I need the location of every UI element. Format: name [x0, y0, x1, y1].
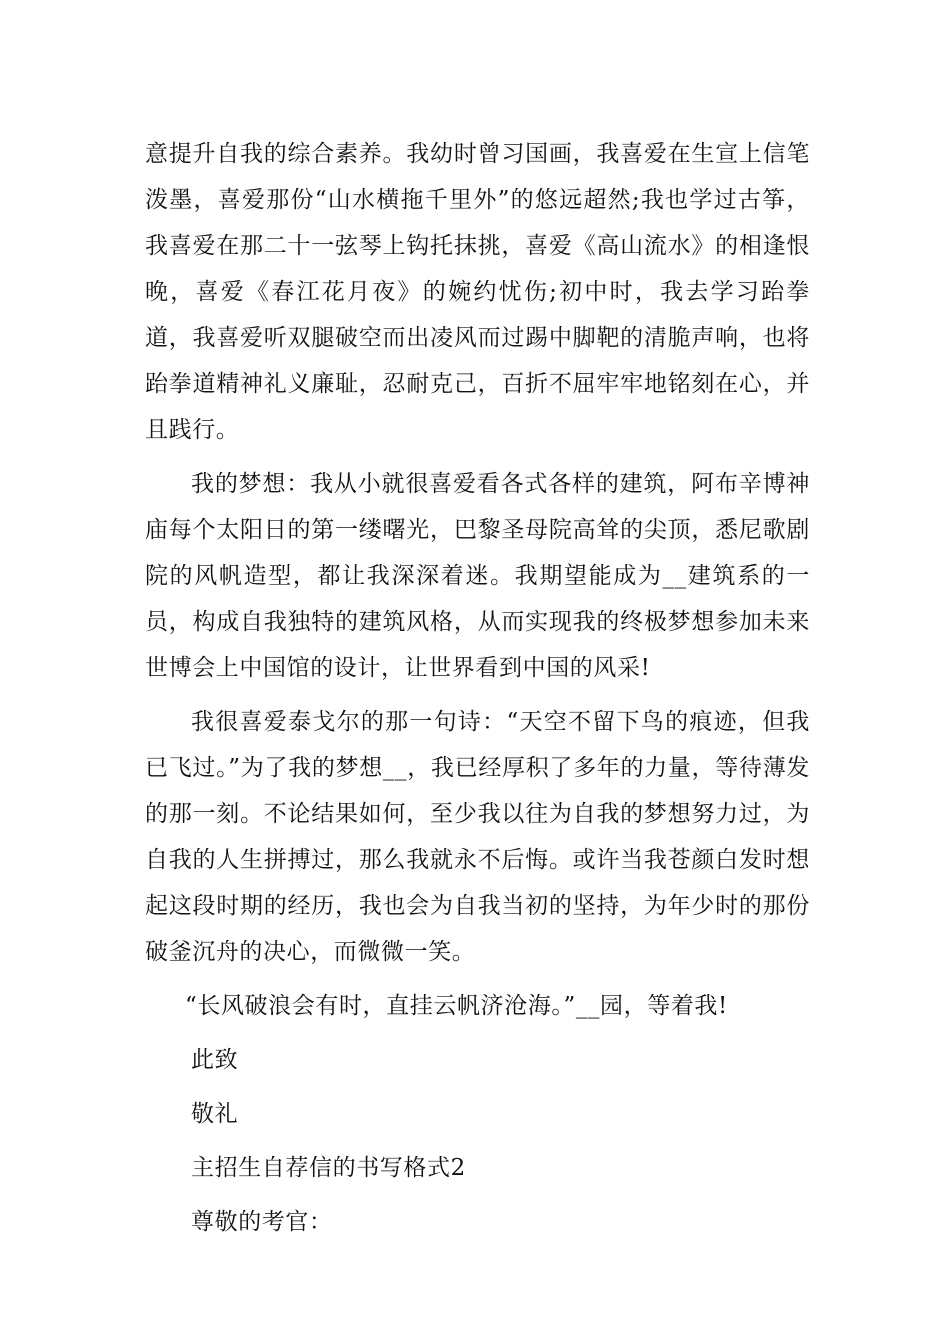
- letter-salutation: 尊敬的考官：: [191, 1209, 333, 1235]
- paragraph-tagore-quote: 我很喜爱泰戈尔的那一句诗：“天空不留下鸟的痕迹，但我已飞过。”为了我的梦想__，我已经厚积了多年的力量，等待薄发的那一刻。不论结果如何，至少我以往为自我的梦想努力过，为自我的人生拼搏过，那么我就永不后悔。或许当我苍颜白发时想起这段时期的经历，我也会为自我当初的坚持，为年少时的那份破釜沉舟的决心，而微微一笑。: [145, 709, 810, 965]
- closing-salutation: 此致: [191, 1047, 239, 1073]
- document-body: [145, 131, 810, 1245]
- paragraph-hobbies: 意提升自我的综合素养。我幼时曾习国画，我喜爱在生宣上信笔泼墨，喜爱那份“山水横拖千里外”的悠远超然;我也学过古筝，我喜爱在那二十一弦琴上钩托抹挑，喜爱《高山流水》的相逢恨晚，喜爱《春江花月夜》的婉约忧伤;初中时，我去学习跆拳道，我喜爱听双腿破空而出凌风而过踢中脚靶的清脆声响，也将跆拳道精神礼义廉耻，忍耐克己，百折不屈牢牢地铭刻在心，并且践行。: [145, 141, 810, 443]
- poem-quote-line: “长风破浪会有时，直挂云帆济沧海。”__园，等着我!: [185, 993, 728, 1019]
- paragraph-dream: 我的梦想：我从小就很喜爱看各式各样的建筑，阿布辛博神庙每个太阳日的第一缕曙光，巴黎圣母院高耸的尖顶，悉尼歌剧院的风帆造型，都让我深深着迷。我期望能成为__建筑系的一员，构成自我独特的建筑风格，从而实现我的终极梦想参加未来世博会上中国馆的设计，让世界看到中国的风采!: [145, 471, 810, 681]
- closing-regards: 敬礼: [191, 1101, 239, 1127]
- section-title: 主招生自荐信的书写格式2: [191, 1155, 466, 1181]
